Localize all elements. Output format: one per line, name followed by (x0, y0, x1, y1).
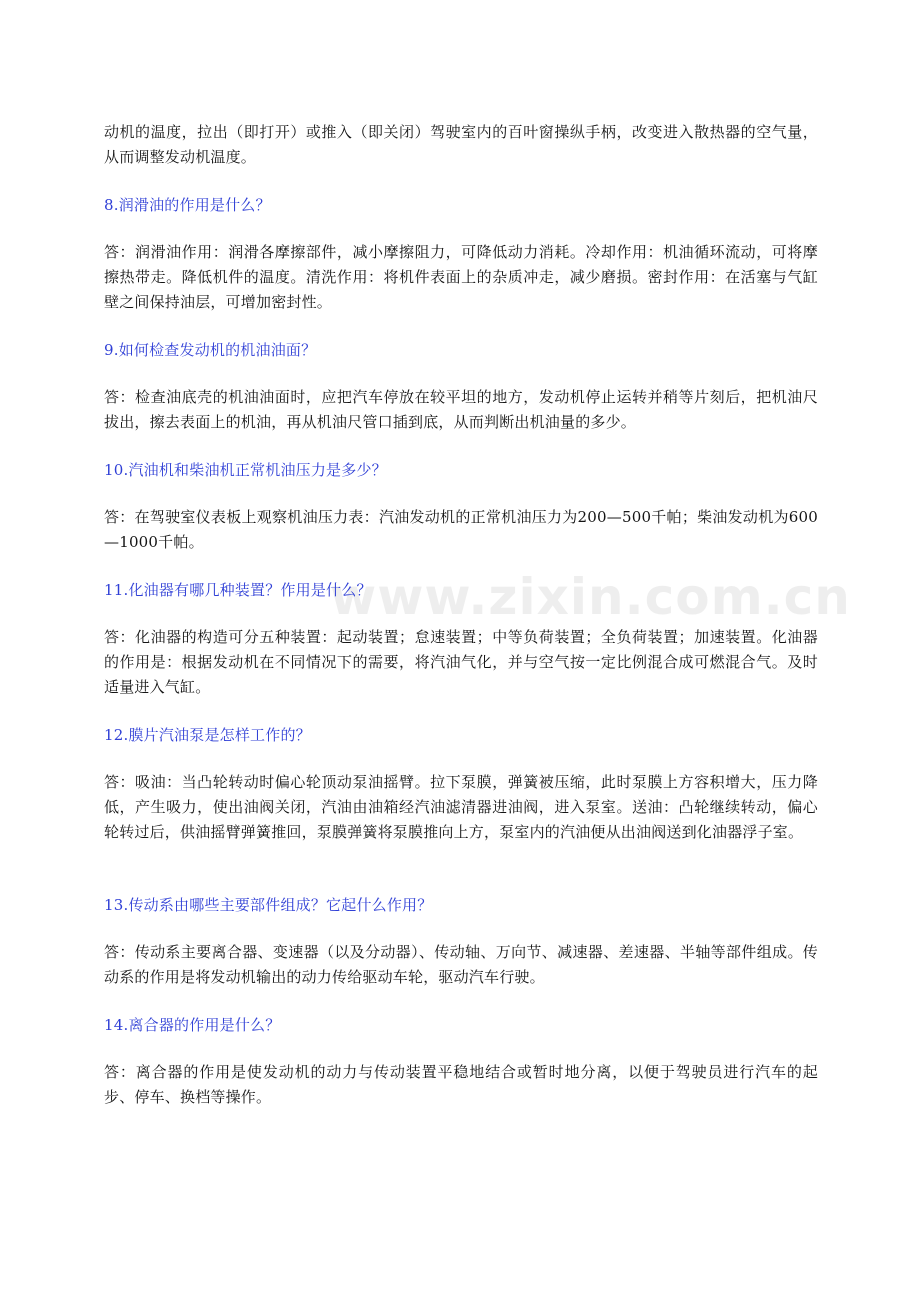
answer-paragraph: 答：化油器的构造可分五种装置：起动装置；怠速装置；中等负荷装置；全负荷装置；加速装置。化油器的作用是：根据发动机在不同情况下的需要，将汽油气化，并与空气按一定比例混合成可燃混合气。及时适量进入气缸。 (104, 628, 818, 696)
answer-paragraph: 答：传动系主要离合器、变速器（以及分动器）、传动轴、万向节、减速器、差速器、半轴等部件组成。传动系的作用是将发动机输出的动力传给驱动车轮，驱动汽车行驶。 (104, 943, 818, 986)
answer-paragraph: 动机的温度，拉出（即打开）或推入（即关闭）驾驶室内的百叶窗操纵手柄，改变进入散热器的空气量，从而调整发动机温度。 (104, 123, 818, 166)
answer-paragraph: 答：离合器的作用是使发动机的动力与传动装置平稳地结合或暂时地分离，以便于驾驶员进行汽车的起步、停车、换档等操作。 (104, 1063, 818, 1106)
question-heading: 11.化油器有哪几种装置？作用是什么？ (104, 581, 372, 599)
question-heading: 13.传动系由哪些主要部件组成？它起什么作用？ (104, 896, 433, 914)
answer-paragraph: 答：在驾驶室仪表板上观察机油压力表：汽油发动机的正常机油压力为200—500千帕；柴油发动机为600—1000千帕。 (104, 508, 818, 551)
question-heading: 14.离合器的作用是什么？ (104, 1016, 281, 1034)
question-heading: 12.膜片汽油泵是怎样工作的？ (104, 726, 311, 744)
question-heading: 10.汽油机和柴油机正常机油压力是多少？ (104, 461, 387, 479)
question-heading: 8.润滑油的作用是什么？ (104, 196, 271, 214)
answer-paragraph: 答：润滑油作用：润滑各摩擦部件，减小摩擦阻力，可降低动力消耗。冷却作用：机油循环流动，可将摩擦热带走。降低机件的温度。清洗作用：将机件表面上的杂质冲走，减少磨损。密封作用：在活塞与气缸壁之间保持油层，可增加密封性。 (104, 243, 818, 311)
answer-paragraph: 答：吸油：当凸轮转动时偏心轮顶动泵油摇臂。拉下泵膜，弹簧被压缩，此时泵膜上方容积增大，压力降低，产生吸力，使出油阀关闭，汽油由油箱经汽油滤清器进油阀，进入泵室。送油：凸轮继续转动，偏心轮转过后，供油摇臂弹簧推回，泵膜弹簧将泵膜推向上方，泵室内的汽油便从出油阀送到化油器浮子室。 (104, 773, 818, 841)
question-heading: 9.如何检查发动机的机油油面？ (104, 341, 317, 359)
answer-paragraph: 答：检查油底壳的机油油面时，应把汽车停放在较平坦的地方，发动机停止运转并稍等片刻后，把机油尺拔出，擦去表面上的机油，再从机油尺管口插到底，从而判断出机油量的多少。 (104, 388, 818, 431)
watermark: www.zixin.com.cn (330, 568, 851, 626)
